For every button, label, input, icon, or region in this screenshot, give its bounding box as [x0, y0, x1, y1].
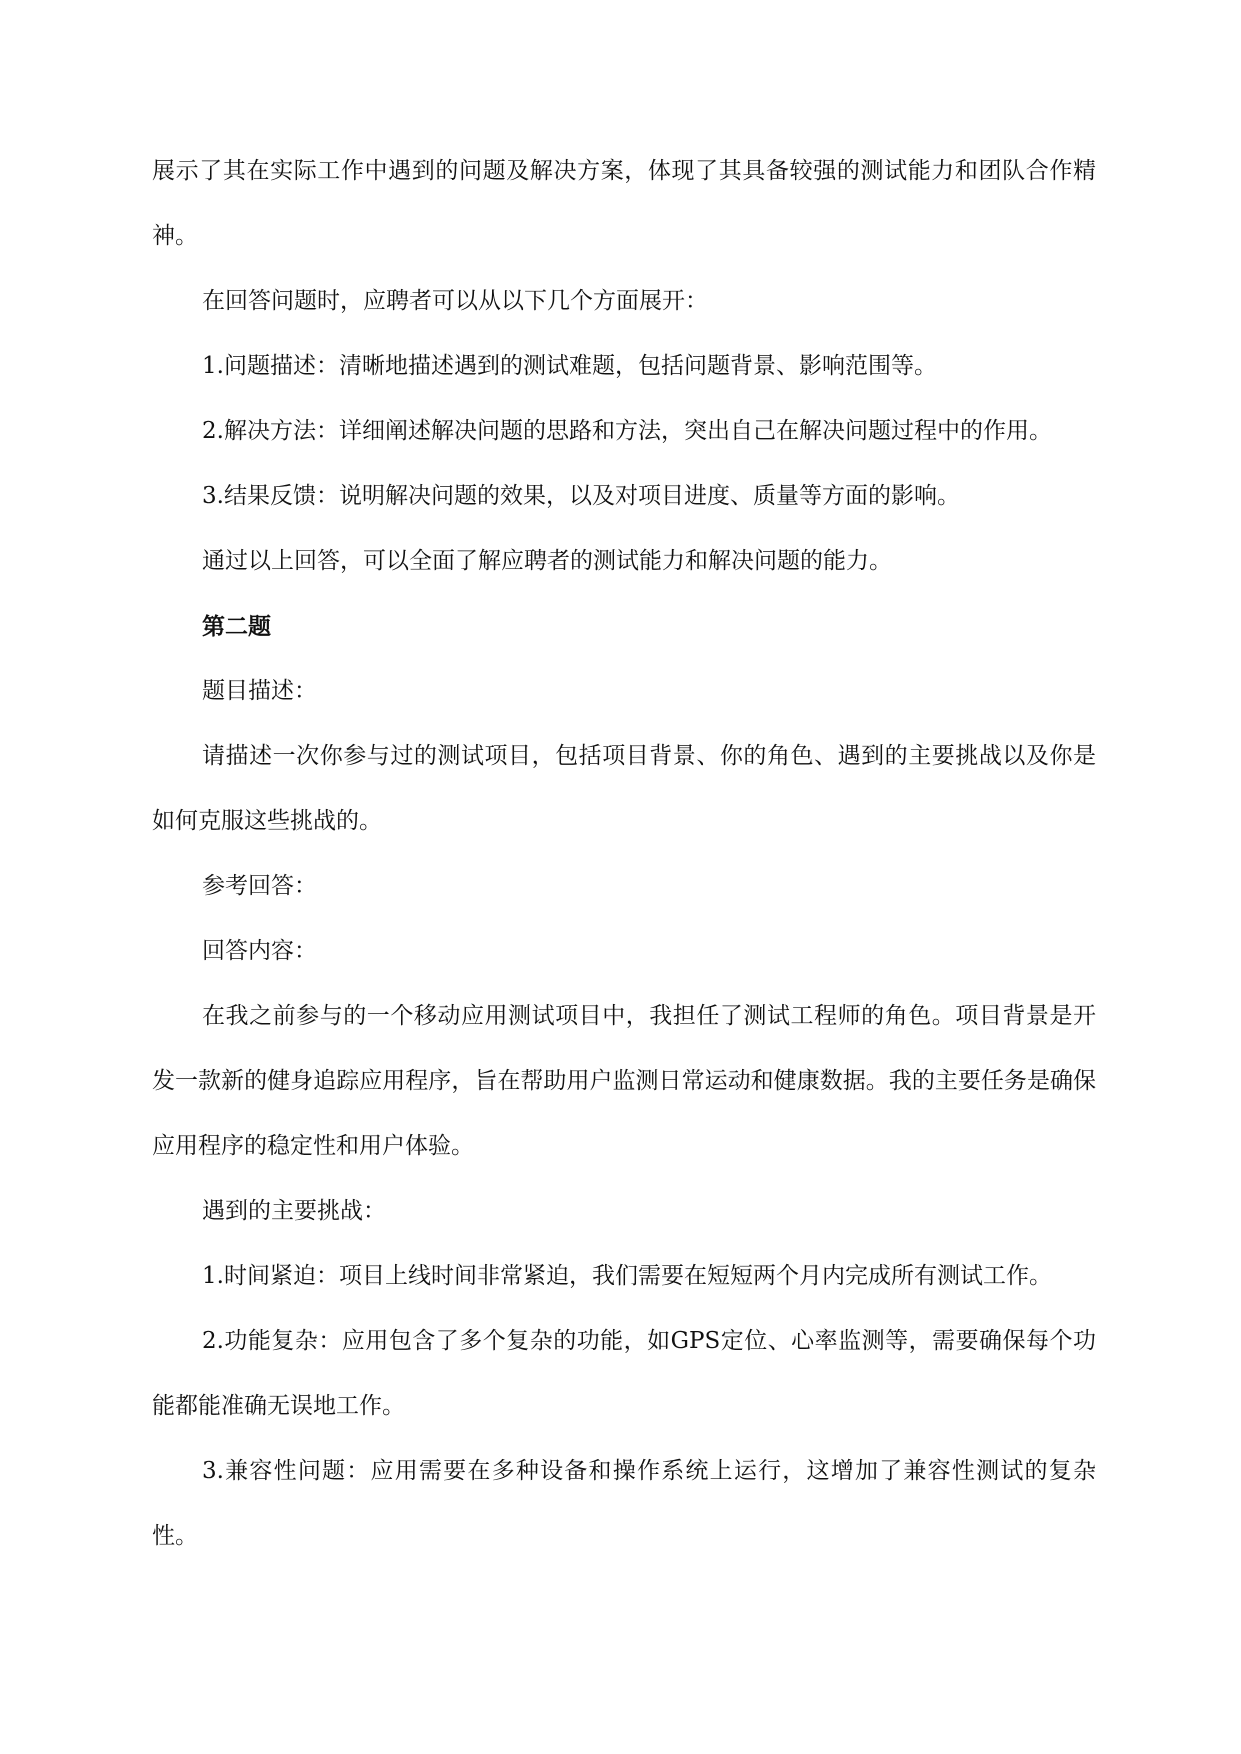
document-body [152, 139, 1096, 1569]
paragraph-answer-intro: 在回答问题时，应聘者可以从以下几个方面展开： [202, 288, 708, 314]
list-item-time-pressure: 1.时间紧迫：项目上线时间非常紧迫，我们需要在短短两个月内完成所有测试工作。 [202, 1263, 1052, 1289]
list-item-problem-description: 1.问题描述：清晰地描述遇到的测试难题，包括问题背景、影响范围等。 [202, 353, 937, 379]
paragraph-conclusion: 通过以上回答，可以全面了解应聘者的测试能力和解决问题的能力。 [202, 548, 892, 574]
paragraph-summary-continuation: 展示了其在实际工作中遇到的问题及解决方案，体现了其具备较强的测试能力和团队合作精神。 [152, 158, 1096, 249]
label-question-description: 题目描述： [202, 678, 317, 704]
list-item-solution-method: 2.解决方法：详细阐述解决问题的思路和方法，突出自己在解决问题过程中的作用。 [202, 418, 1052, 444]
label-answer-content: 回答内容： [202, 938, 317, 964]
list-item-compatibility: 3.兼容性问题：应用需要在多种设备和操作系统上运行，这增加了兼容性测试的复杂性。 [152, 1458, 1096, 1549]
list-item-result-feedback: 3.结果反馈：说明解决问题的效果，以及对项目进度、质量等方面的影响。 [202, 483, 960, 509]
list-item-complex-features: 2.功能复杂：应用包含了多个复杂的功能，如GPS定位、心率监测等，需要确保每个功能都能准确无误地工作。 [152, 1328, 1096, 1419]
label-main-challenges: 遇到的主要挑战： [202, 1198, 386, 1224]
paragraph-project-background: 在我之前参与的一个移动应用测试项目中，我担任了测试工程师的角色。项目背景是开发一款新的健身追踪应用程序，旨在帮助用户监测日常运动和健康数据。我的主要任务是确保应用程序的稳定性和用户体验。 [152, 1003, 1096, 1159]
paragraph-question-text: 请描述一次你参与过的测试项目，包括项目背景、你的角色、遇到的主要挑战以及你是如何克服这些挑战的。 [152, 743, 1096, 834]
section-heading-question-two: 第二题 [202, 613, 271, 640]
label-reference-answer: 参考回答： [202, 873, 317, 899]
